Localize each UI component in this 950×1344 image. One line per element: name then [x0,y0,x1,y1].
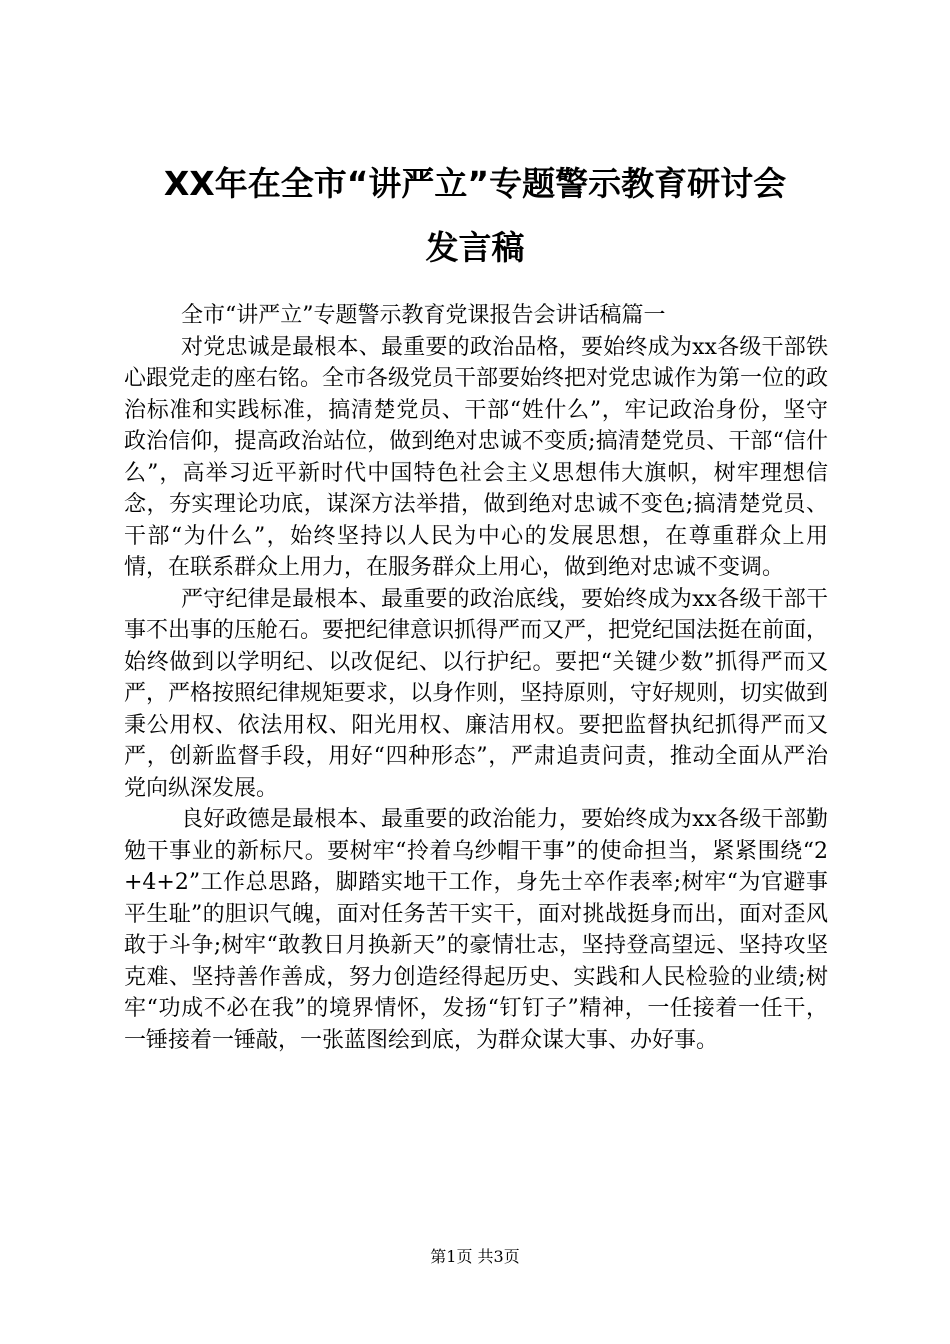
document-subheading: 全市“讲严立”专题警示教育党课报告会讲话稿篇一 [181,303,666,328]
paragraph-political-virtue: 良好政德是最根本、最重要的政治能力，要始终成为xx各级干部勤勉干事业的新标尺。要树牢“拎着乌纱帽干事”的使命担当，紧紧围绕“2+4+2”工作总思路，脚踏实地干工作，身先士卒作表率;树牢“为官避事平生耻”的胆识气魄，面对任务苦干实干，面对挑战挺身而出，面对歪风敢于斗争;树牢“敢教日月换新天”的豪情壮志，坚持登高望远、坚持攻坚克难、坚持善作善成，努力创造经得起历史、实践和人民检验的业绩;树牢“功成不必在我”的境界情怀，发扬“钉钉子”精神，一任接着一任干，一锤接着一锤敲，一张蓝图绘到底，为群众谋大事、办好事。 [124,807,828,1053]
document-body [124,300,828,1056]
page-footer: 第1页 共3页 [430,1247,520,1266]
document-title-line-1: XX年在全市“讲严立”专题警示教育研讨会 [163,164,787,203]
document-title-line-2: 发言稿 [425,228,525,267]
paragraph-discipline: 严守纪律是最根本、最重要的政治底线，要始终成为xx各级干部干事不出事的压舱石。要把纪律意识抓得严而又严，把党纪国法挺在前面，始终做到以学明纪、以改促纪、以行护纪。要把“关键少数”抓得严而又严，严格按照纪律规矩要求，以身作则，坚持原则，守好规则，切实做到秉公用权、依法用权、阳光用权、廉洁用权。要把监督执纪抓得严而又严，创新监督手段，用好“四种形态”，严肃追责问责，推动全面从严治党向纵深发展。 [124,586,829,801]
paragraph-loyalty: 对党忠诚是最根本、最重要的政治品格，要始终成为xx各级干部铁心跟党走的座右铭。全市各级党员干部要始终把对党忠诚作为第一位的政治标准和实践标准，搞清楚党员、干部“姓什么”，牢记政治身份，坚守政治信仰，提高政治站位，做到绝对忠诚不变质;搞清楚党员、干部“信什么”，高举习近平新时代中国特色社会主义思想伟大旗帜，树牢理想信念，夯实理论功底，谋深方法举措，做到绝对忠诚不变色;搞清楚党员、干部“为什么”，始终坚持以人民为中心的发展思想，在尊重群众上用情，在联系群众上用力，在服务群众上用心，做到绝对忠诚不变调。 [124,334,829,580]
